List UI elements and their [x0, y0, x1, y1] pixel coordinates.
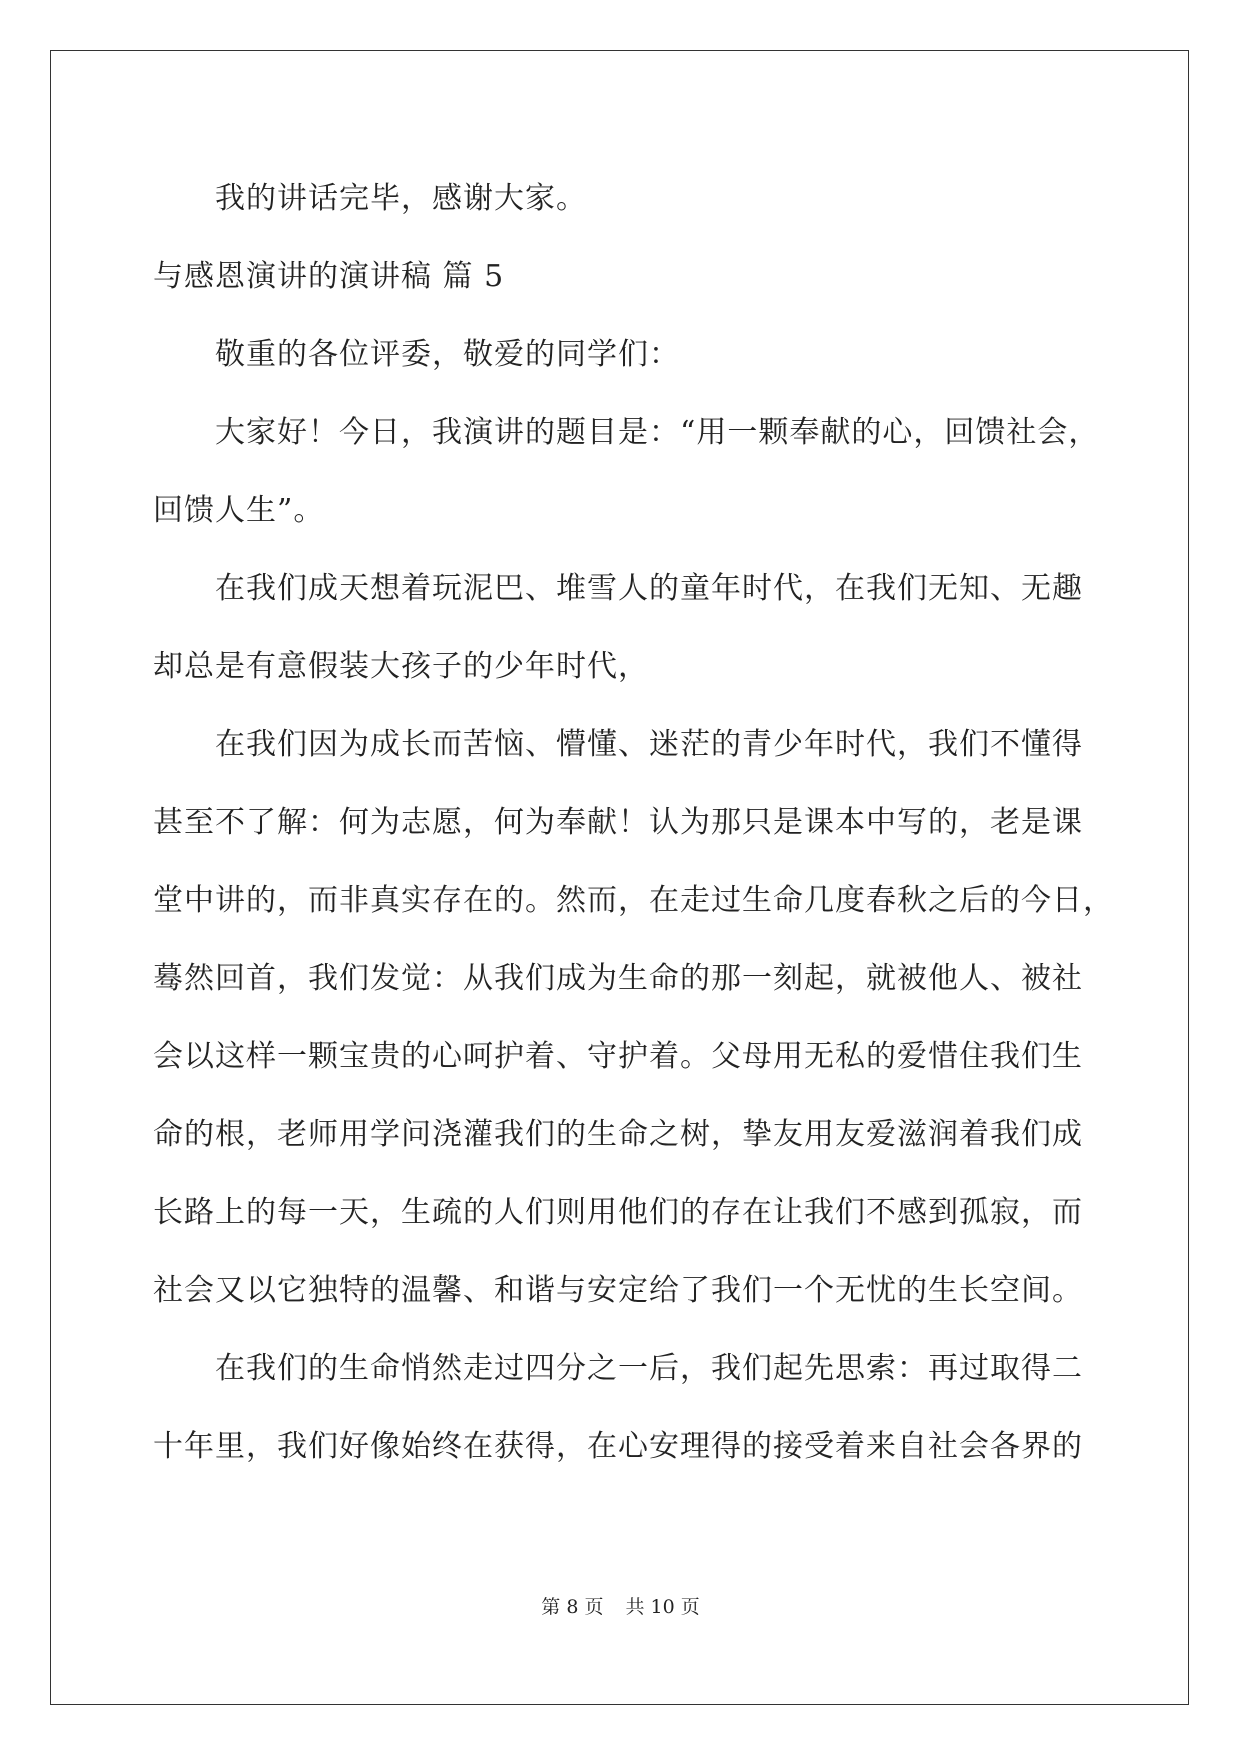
paragraph-line: 长路上的每一天，生疏的人们则用他们的存在让我们不感到孤寂，而 — [153, 1195, 1083, 1230]
paragraph-line: 我的讲话完毕，感谢大家。 — [215, 181, 587, 216]
paragraph-line: 甚至不了解：何为志愿，何为奉献！认为那只是课本中写的，老是课 — [153, 805, 1083, 840]
page-total: 共 10 页 — [625, 1596, 700, 1618]
paragraph-line: 回馈人生”。 — [153, 493, 325, 528]
paragraph-line: 会以这样一颗宝贵的心呵护着、守护着。父母用无私的爱惜住我们生 — [153, 1039, 1083, 1074]
paragraph-line: 蓦然回首，我们发觉：从我们成为生命的那一刻起，就被他人、被社 — [153, 961, 1083, 996]
paragraph-line: 社会又以它独特的温馨、和谐与安定给了我们一个无忧的生长空间。 — [153, 1273, 1083, 1308]
paragraph-line: 堂中讲的，而非真实存在的。然而，在走过生命几度春秋之后的今日， — [153, 883, 1114, 918]
paragraph-line: 命的根，老师用学问浇灌我们的生命之树，挚友用友爱滋润着我们成 — [153, 1117, 1083, 1152]
page-number: 第 8 页 — [541, 1596, 604, 1618]
paragraph-line: 十年里，我们好像始终在获得，在心安理得的接受着来自社会各界的 — [153, 1429, 1083, 1464]
paragraph-line: 在我们的生命悄然走过四分之一后，我们起先思索：再过取得二 — [215, 1351, 1083, 1386]
document-body — [153, 160, 1114, 1486]
section-heading: 与感恩演讲的演讲稿 篇 5 — [153, 259, 505, 294]
paragraph-line: 在我们成天想着玩泥巴、堆雪人的童年时代，在我们无知、无趣 — [215, 571, 1083, 606]
paragraph-line: 在我们因为成长而苦恼、懵懂、迷茫的青少年时代，我们不懂得 — [215, 727, 1083, 762]
paragraph-line: 却总是有意假装大孩子的少年时代， — [153, 649, 649, 684]
page-footer — [0, 1592, 1241, 1619]
paragraph-line: 大家好！今日，我演讲的题目是：“用一颗奉献的心，回馈社会， — [215, 415, 1100, 450]
paragraph-line: 敬重的各位评委，敬爱的同学们： — [215, 337, 680, 372]
